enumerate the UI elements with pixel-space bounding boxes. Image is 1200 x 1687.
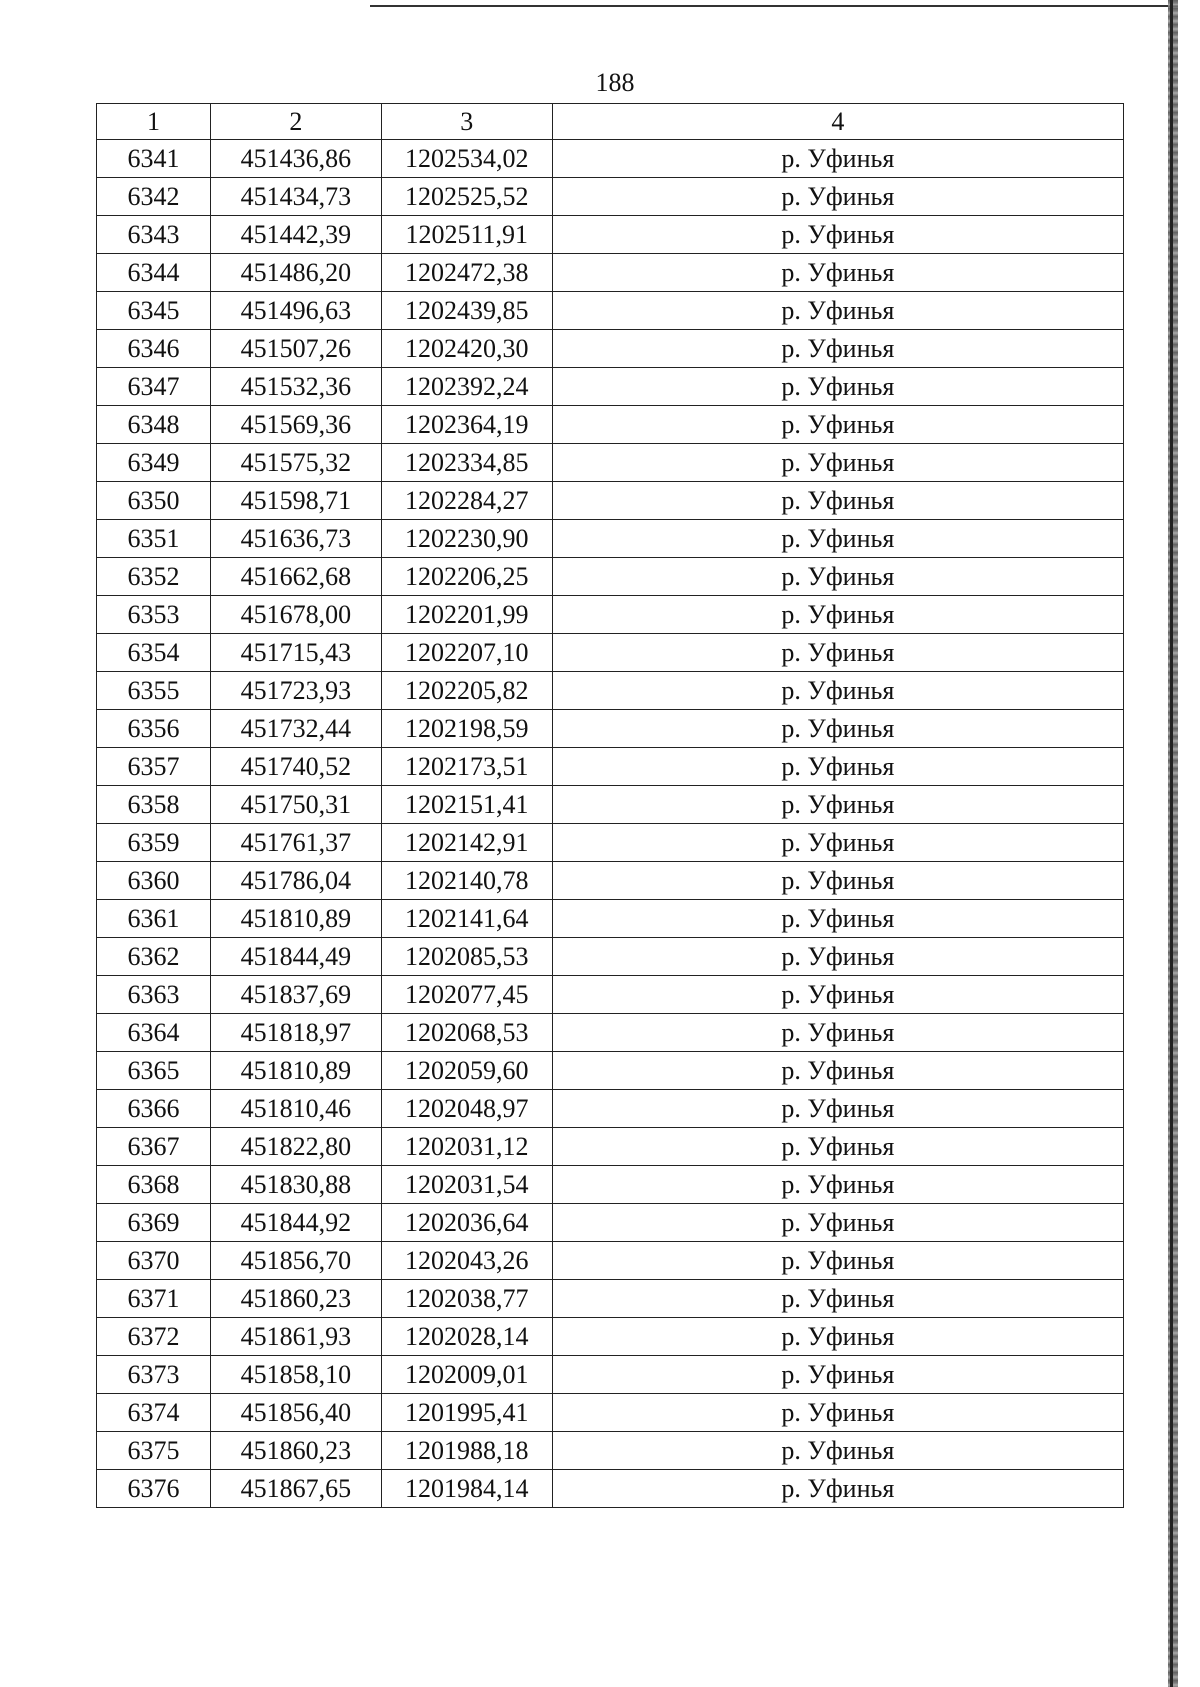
point-number-cell: 6351: [97, 520, 211, 558]
table-row: [97, 900, 1124, 938]
table-row: [97, 1356, 1124, 1394]
y-coordinate-cell: 1202207,10: [381, 634, 552, 672]
table-row: [97, 1242, 1124, 1280]
page-number: 188: [595, 68, 635, 97]
point-number-cell: 6343: [97, 216, 211, 254]
y-coordinate-cell: 1202439,85: [381, 292, 552, 330]
table-row: [97, 786, 1124, 824]
point-number-cell: 6359: [97, 824, 211, 862]
description-cell: р. Уфинья: [552, 672, 1123, 710]
x-coordinate-cell: 451442,39: [210, 216, 381, 254]
description-cell: р. Уфинья: [552, 1204, 1123, 1242]
table-row: [97, 558, 1124, 596]
table-row: [97, 216, 1124, 254]
point-number-cell: 6367: [97, 1128, 211, 1166]
table-row: [97, 1090, 1124, 1128]
point-number-cell: 6350: [97, 482, 211, 520]
x-coordinate-cell: 451810,89: [210, 900, 381, 938]
x-coordinate-cell: 451860,23: [210, 1432, 381, 1470]
y-coordinate-cell: 1202085,53: [381, 938, 552, 976]
point-number-cell: 6341: [97, 140, 211, 178]
table-row: [97, 1166, 1124, 1204]
x-coordinate-cell: 451507,26: [210, 330, 381, 368]
point-number-cell: 6347: [97, 368, 211, 406]
description-cell: р. Уфинья: [552, 1318, 1123, 1356]
y-coordinate-cell: 1202206,25: [381, 558, 552, 596]
point-number-cell: 6360: [97, 862, 211, 900]
table-row: [97, 862, 1124, 900]
description-cell: р. Уфинья: [552, 634, 1123, 672]
column-header: 3: [381, 104, 552, 140]
table-row: [97, 1052, 1124, 1090]
x-coordinate-cell: 451715,43: [210, 634, 381, 672]
y-coordinate-cell: 1202151,41: [381, 786, 552, 824]
description-cell: р. Уфинья: [552, 710, 1123, 748]
x-coordinate-cell: 451575,32: [210, 444, 381, 482]
point-number-cell: 6376: [97, 1470, 211, 1508]
point-number-cell: 6355: [97, 672, 211, 710]
x-coordinate-cell: 451436,86: [210, 140, 381, 178]
description-cell: р. Уфинья: [552, 330, 1123, 368]
point-number-cell: 6365: [97, 1052, 211, 1090]
scan-top-edge: [370, 5, 1178, 7]
x-coordinate-cell: 451678,00: [210, 596, 381, 634]
x-coordinate-cell: 451662,68: [210, 558, 381, 596]
y-coordinate-cell: 1202068,53: [381, 1014, 552, 1052]
table-row: [97, 482, 1124, 520]
x-coordinate-cell: 451532,36: [210, 368, 381, 406]
point-number-cell: 6349: [97, 444, 211, 482]
description-cell: р. Уфинья: [552, 748, 1123, 786]
table-row: [97, 330, 1124, 368]
y-coordinate-cell: 1202043,26: [381, 1242, 552, 1280]
y-coordinate-cell: 1202031,54: [381, 1166, 552, 1204]
x-coordinate-cell: 451732,44: [210, 710, 381, 748]
x-coordinate-cell: 451636,73: [210, 520, 381, 558]
x-coordinate-cell: 451830,88: [210, 1166, 381, 1204]
description-cell: р. Уфинья: [552, 178, 1123, 216]
table-row: [97, 710, 1124, 748]
table-row: [97, 1432, 1124, 1470]
column-header: 1: [97, 104, 211, 140]
x-coordinate-cell: 451858,10: [210, 1356, 381, 1394]
point-number-cell: 6366: [97, 1090, 211, 1128]
table-row: [97, 406, 1124, 444]
description-cell: р. Уфинья: [552, 1052, 1123, 1090]
description-cell: р. Уфинья: [552, 254, 1123, 292]
table-row: [97, 368, 1124, 406]
point-number-cell: 6364: [97, 1014, 211, 1052]
description-cell: р. Уфинья: [552, 900, 1123, 938]
x-coordinate-cell: 451837,69: [210, 976, 381, 1014]
y-coordinate-cell: 1201984,14: [381, 1470, 552, 1508]
point-number-cell: 6352: [97, 558, 211, 596]
table-row: [97, 1280, 1124, 1318]
point-number-cell: 6353: [97, 596, 211, 634]
table-row: [97, 1204, 1124, 1242]
point-number-cell: 6345: [97, 292, 211, 330]
y-coordinate-cell: 1202392,24: [381, 368, 552, 406]
x-coordinate-cell: 451810,46: [210, 1090, 381, 1128]
description-cell: р. Уфинья: [552, 1432, 1123, 1470]
y-coordinate-cell: 1202059,60: [381, 1052, 552, 1090]
table-row: [97, 1470, 1124, 1508]
description-cell: р. Уфинья: [552, 1470, 1123, 1508]
x-coordinate-cell: 451818,97: [210, 1014, 381, 1052]
point-number-cell: 6373: [97, 1356, 211, 1394]
table-row: [97, 1394, 1124, 1432]
y-coordinate-cell: 1202525,52: [381, 178, 552, 216]
y-coordinate-cell: 1202284,27: [381, 482, 552, 520]
y-coordinate-cell: 1202364,19: [381, 406, 552, 444]
table-row: [97, 254, 1124, 292]
x-coordinate-cell: 451750,31: [210, 786, 381, 824]
y-coordinate-cell: 1201988,18: [381, 1432, 552, 1470]
x-coordinate-cell: 451786,04: [210, 862, 381, 900]
y-coordinate-cell: 1202334,85: [381, 444, 552, 482]
x-coordinate-cell: 451822,80: [210, 1128, 381, 1166]
point-number-cell: 6344: [97, 254, 211, 292]
table-row: [97, 938, 1124, 976]
coordinates-table: [96, 103, 1124, 1508]
description-cell: р. Уфинья: [552, 1128, 1123, 1166]
description-cell: р. Уфинья: [552, 596, 1123, 634]
column-header: 4: [552, 104, 1123, 140]
y-coordinate-cell: 1202472,38: [381, 254, 552, 292]
x-coordinate-cell: 451434,73: [210, 178, 381, 216]
y-coordinate-cell: 1202028,14: [381, 1318, 552, 1356]
x-coordinate-cell: 451810,89: [210, 1052, 381, 1090]
x-coordinate-cell: 451861,93: [210, 1318, 381, 1356]
description-cell: р. Уфинья: [552, 1242, 1123, 1280]
description-cell: р. Уфинья: [552, 482, 1123, 520]
x-coordinate-cell: 451844,49: [210, 938, 381, 976]
point-number-cell: 6370: [97, 1242, 211, 1280]
table-row: [97, 976, 1124, 1014]
description-cell: р. Уфинья: [552, 1166, 1123, 1204]
description-cell: р. Уфинья: [552, 140, 1123, 178]
point-number-cell: 6357: [97, 748, 211, 786]
y-coordinate-cell: 1202230,90: [381, 520, 552, 558]
y-coordinate-cell: 1202205,82: [381, 672, 552, 710]
x-coordinate-cell: 451856,40: [210, 1394, 381, 1432]
description-cell: р. Уфинья: [552, 862, 1123, 900]
table-header-row: [97, 104, 1124, 140]
x-coordinate-cell: 451761,37: [210, 824, 381, 862]
point-number-cell: 6356: [97, 710, 211, 748]
description-cell: р. Уфинья: [552, 1356, 1123, 1394]
x-coordinate-cell: 451740,52: [210, 748, 381, 786]
description-cell: р. Уфинья: [552, 824, 1123, 862]
column-header: 2: [210, 104, 381, 140]
x-coordinate-cell: 451844,92: [210, 1204, 381, 1242]
point-number-cell: 6369: [97, 1204, 211, 1242]
point-number-cell: 6346: [97, 330, 211, 368]
table-row: [97, 824, 1124, 862]
y-coordinate-cell: 1202141,64: [381, 900, 552, 938]
table-row: [97, 178, 1124, 216]
point-number-cell: 6354: [97, 634, 211, 672]
point-number-cell: 6372: [97, 1318, 211, 1356]
point-number-cell: 6342: [97, 178, 211, 216]
description-cell: р. Уфинья: [552, 368, 1123, 406]
description-cell: р. Уфинья: [552, 558, 1123, 596]
x-coordinate-cell: 451496,63: [210, 292, 381, 330]
x-coordinate-cell: 451867,65: [210, 1470, 381, 1508]
description-cell: р. Уфинья: [552, 938, 1123, 976]
x-coordinate-cell: 451860,23: [210, 1280, 381, 1318]
point-number-cell: 6361: [97, 900, 211, 938]
y-coordinate-cell: 1202038,77: [381, 1280, 552, 1318]
table-row: [97, 520, 1124, 558]
x-coordinate-cell: 451723,93: [210, 672, 381, 710]
point-number-cell: 6374: [97, 1394, 211, 1432]
y-coordinate-cell: 1202201,99: [381, 596, 552, 634]
table-row: [97, 596, 1124, 634]
description-cell: р. Уфинья: [552, 520, 1123, 558]
y-coordinate-cell: 1202031,12: [381, 1128, 552, 1166]
table-row: [97, 1014, 1124, 1052]
scan-right-border: [1170, 0, 1173, 1687]
x-coordinate-cell: 451486,20: [210, 254, 381, 292]
x-coordinate-cell: 451598,71: [210, 482, 381, 520]
description-cell: р. Уфинья: [552, 786, 1123, 824]
table-row: [97, 634, 1124, 672]
y-coordinate-cell: 1202534,02: [381, 140, 552, 178]
y-coordinate-cell: 1202009,01: [381, 1356, 552, 1394]
y-coordinate-cell: 1202036,64: [381, 1204, 552, 1242]
table-row: [97, 292, 1124, 330]
description-cell: р. Уфинья: [552, 1280, 1123, 1318]
description-cell: р. Уфинья: [552, 444, 1123, 482]
x-coordinate-cell: 451569,36: [210, 406, 381, 444]
description-cell: р. Уфинья: [552, 1394, 1123, 1432]
point-number-cell: 6358: [97, 786, 211, 824]
point-number-cell: 6363: [97, 976, 211, 1014]
table-row: [97, 672, 1124, 710]
description-cell: р. Уфинья: [552, 976, 1123, 1014]
description-cell: р. Уфинья: [552, 1014, 1123, 1052]
description-cell: р. Уфинья: [552, 216, 1123, 254]
y-coordinate-cell: 1202511,91: [381, 216, 552, 254]
point-number-cell: 6371: [97, 1280, 211, 1318]
table-body: [97, 140, 1124, 1508]
description-cell: р. Уфинья: [552, 406, 1123, 444]
table-row: [97, 748, 1124, 786]
description-cell: р. Уфинья: [552, 292, 1123, 330]
y-coordinate-cell: 1202077,45: [381, 976, 552, 1014]
y-coordinate-cell: 1201995,41: [381, 1394, 552, 1432]
point-number-cell: 6368: [97, 1166, 211, 1204]
y-coordinate-cell: 1202198,59: [381, 710, 552, 748]
y-coordinate-cell: 1202420,30: [381, 330, 552, 368]
point-number-cell: 6375: [97, 1432, 211, 1470]
table-row: [97, 1128, 1124, 1166]
table-row: [97, 444, 1124, 482]
y-coordinate-cell: 1202142,91: [381, 824, 552, 862]
table-row: [97, 140, 1124, 178]
y-coordinate-cell: 1202048,97: [381, 1090, 552, 1128]
point-number-cell: 6362: [97, 938, 211, 976]
y-coordinate-cell: 1202173,51: [381, 748, 552, 786]
x-coordinate-cell: 451856,70: [210, 1242, 381, 1280]
y-coordinate-cell: 1202140,78: [381, 862, 552, 900]
point-number-cell: 6348: [97, 406, 211, 444]
table-row: [97, 1318, 1124, 1356]
description-cell: р. Уфинья: [552, 1090, 1123, 1128]
